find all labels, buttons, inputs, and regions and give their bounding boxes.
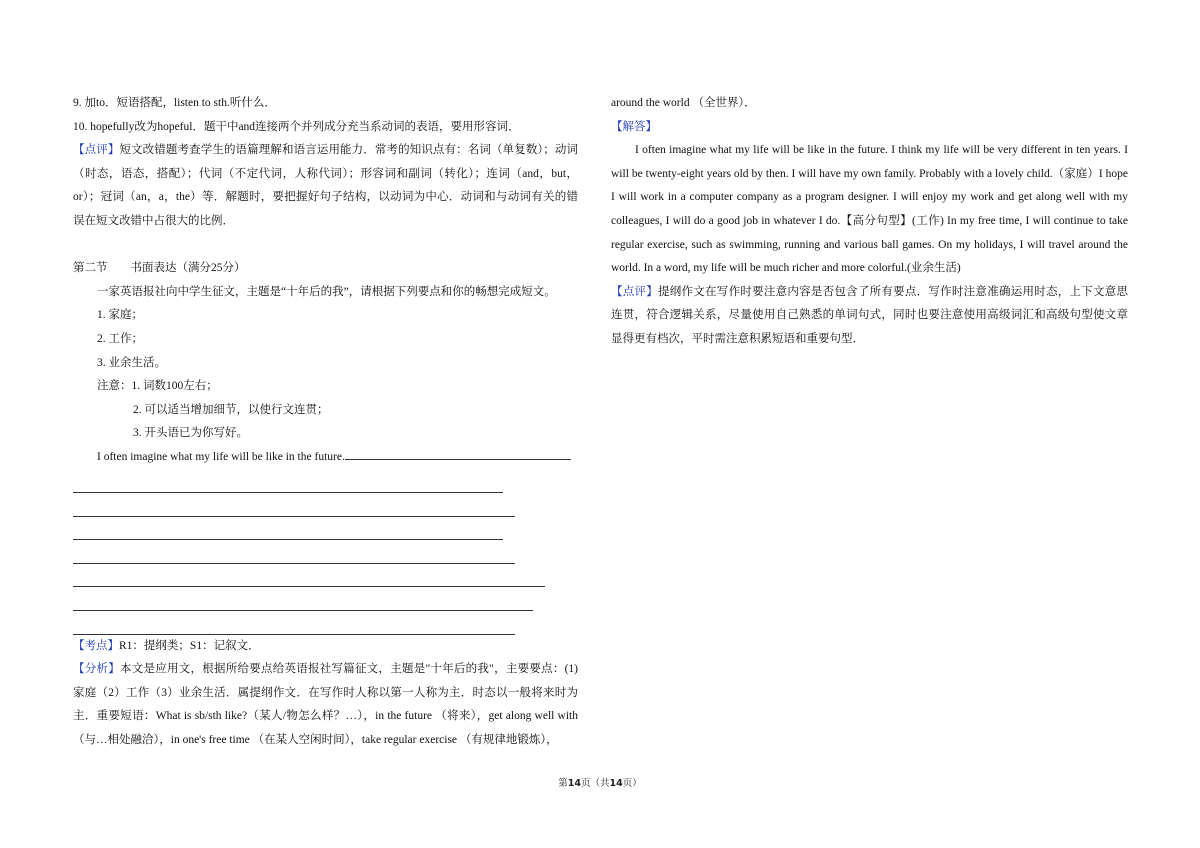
opening-line <box>73 446 578 470</box>
spacer <box>73 234 578 258</box>
continuation: around the world （全世界）． <box>611 97 756 109</box>
model-answer: I often imagine what my life will be like in the future. I think my life will be very different in ten years. I will be twenty-eight years old by then. I will have my own family. Probably with a lovely child.（家庭）I hope I will work in a computer company as a program designer. I will enjoy my work and get along well with my colleagues, I will do a good job in whatever I do.【高分句型】(工作) In my free time, I will continue to take regular exercise, such as swimming, running and various ball games. On my holidays, I will travel around the world. In a word, my life will be much richer and more colorful.(业余生活) <box>611 144 1128 275</box>
comment-2-tag: 【点评】 <box>611 285 659 298</box>
answer-line <box>73 517 503 541</box>
item-10: 10. hopefully改为hopeful．题干中and连接两个并列成分充当系动词的表语，要用形容词． <box>73 120 520 133</box>
notes-label: 注意： <box>97 380 132 393</box>
jieda-tag: 【解答】 <box>611 120 657 133</box>
comment-2-text: 提纲作文在写作时要注意内容是否包含了所有要点．写作时注意准确运用时态，上下文意思连贯，符合逻辑关系，尽量使用自己熟悉的单词句式，同时也要注意使用高级词汇和高级句型使文章显得更有档次，平时需注意积累短语和重要句型． <box>611 285 1129 345</box>
section-title: 第二节 书面表达（满分25分） <box>73 262 246 275</box>
right-column <box>611 92 1128 352</box>
point-3: 3. 业余生活。 <box>97 356 166 369</box>
fenxi-tag: 【分析】 <box>73 663 120 676</box>
comment-2 <box>611 281 1128 352</box>
fenxi <box>73 658 578 752</box>
footer-mid: 页（共 <box>580 778 610 789</box>
writing-prompt: 一家英语报社向中学生征文，主题是“十年后的我”，请根据下列要点和你的畅想完成短文。 <box>97 285 556 298</box>
point-2: 2. 工作； <box>97 332 143 345</box>
footer-post: 页） <box>622 778 642 789</box>
kaodian-tag: 【考点】 <box>73 639 119 652</box>
answer-line <box>73 564 545 588</box>
note-3: 3. 开头语已为你写好。 <box>133 427 248 440</box>
answer-line <box>73 611 515 635</box>
note-1-text: 1. 词数100左右； <box>131 380 218 393</box>
comment-1 <box>73 139 578 233</box>
kaodian-text: R1：提纲类；S1：记叙文． <box>119 639 260 652</box>
fenxi-text: 本文是应用文，根据所给要点给英语报社写篇征文，主题是"十年后的我"，主要要点：(1)家庭（2）工作（3）业余生活．属提纲作文．在写作时人称以第一人称为主．时态以一般将来时为主．重要短语：What is sb/sth like?（某人/物怎么样？…），in the future （将来），get along well with（与…相处融洽），in one's free time （在某人空闲时间），take regular exercise （有规律地锻炼）， <box>73 663 579 747</box>
item-9: 9. 加to．短语搭配，listen to sth.听什么． <box>73 97 276 109</box>
note-1 <box>73 375 578 399</box>
answer-line <box>73 540 515 564</box>
page-number: 14 <box>567 778 581 789</box>
answer-line <box>73 470 503 494</box>
answer-blank <box>345 450 571 460</box>
comment-1-tag: 【点评】 <box>73 144 120 157</box>
opening-sentence: I often imagine what my life will be like in the future. <box>97 450 345 463</box>
comment-1-text: 短文改错题考查学生的语篇理解和语言运用能力．常考的知识点有：名词（单复数）；动词（时态，语态，搭配）；代词（不定代词，人称代词）；形容词和副词（转化）；连词（and，but，or）；冠词（an，a，the）等．解题时，要把握好句子结构，以动词为中心．动词和与动词有关的错误在短文改错中占很大的比例． <box>73 144 579 227</box>
footer-pre: 第 <box>558 778 568 789</box>
answer-line <box>73 493 515 517</box>
page-total: 14 <box>609 778 623 789</box>
answer-line <box>73 587 533 611</box>
point-1: 1. 家庭； <box>97 309 143 322</box>
page-footer <box>0 775 1200 789</box>
note-2: 2. 可以适当增加细节，以使行文连贯； <box>133 403 329 416</box>
left-column <box>73 92 578 753</box>
kaodian <box>73 635 578 659</box>
